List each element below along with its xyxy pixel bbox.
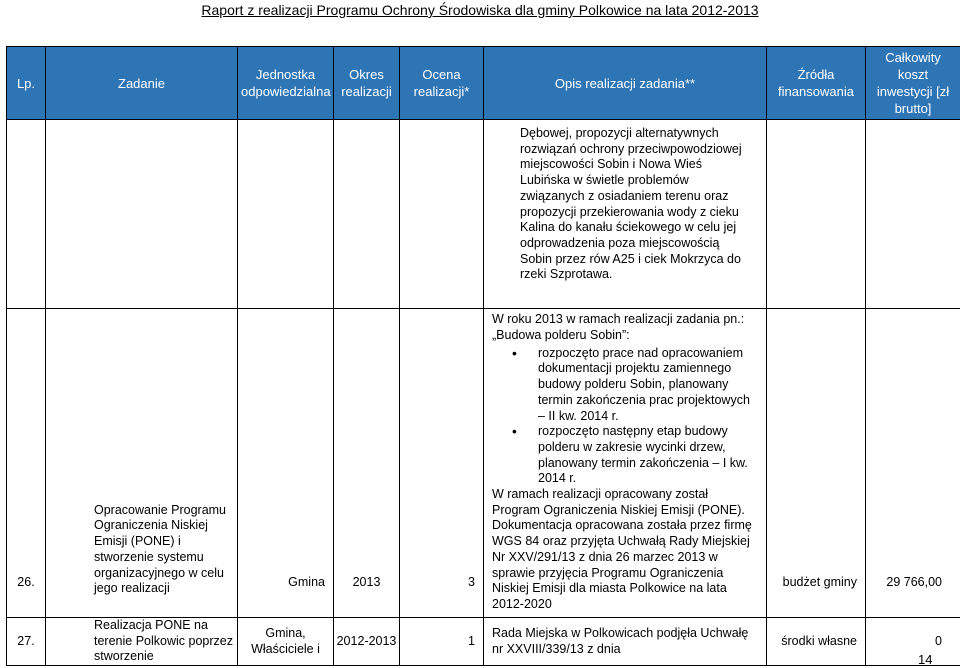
page-number: 14 — [918, 652, 933, 667]
row-rating: 3 — [400, 309, 484, 618]
column-header-source: Źródła finansowania — [767, 47, 866, 120]
row-intro: W roku 2013 w ramach realizacji zadania pn.: „Budowa polderu Sobin”: — [492, 312, 745, 343]
table-row-continuation — [7, 120, 960, 309]
row-period: 2013 — [334, 309, 400, 618]
row-cost: 0 — [866, 618, 960, 666]
row-unit: Gmina, Właściciele i — [238, 618, 334, 666]
table-row — [7, 309, 960, 618]
row-unit: Gmina — [238, 309, 334, 618]
row-description: Rada Miejska w Polkowicach podjęła Uchwałę nr XXVIII/339/13 z dnia — [484, 618, 767, 666]
column-header-unit: Jednostka odpowiedzialna — [238, 47, 334, 120]
row-description-text: W ramach realizacji opracowany został Program Ograniczenia Niskiej Emisji (PONE). Dokumentacja opracowana została przez firmę WGS 84 oraz przyjęta Uchwałą Rady Miejskiej Nr XXV/291/13 z dnia 26 marzec 2013 w sprawie przyjęcia Programu Ograniczenia Niskiej Emisji dla miasta Polkowice na lata 2012-2020 — [492, 487, 752, 611]
column-header-lp: Lp. — [7, 47, 46, 120]
report-title: Raport z realizacji Programu Ochrony Środowiska dla gminy Polkowice na lata 2012-2013 — [201, 2, 759, 18]
page-header — [0, 0, 960, 24]
column-header-period: Okres realizacji — [334, 47, 400, 120]
list-item: • rozpoczęto prace nad opracowaniem dokumentacji projektu zamiennego budowy polderu Sobin, planowany termin zakończenia prac projektowych – II kw. 2014 r. — [492, 346, 758, 425]
row-description — [484, 309, 767, 618]
table-row — [7, 618, 960, 666]
column-header-task: Zadanie — [46, 47, 238, 120]
report-table — [6, 46, 960, 666]
row-period: 2012-2013 — [334, 618, 400, 666]
row-rating: 1 — [400, 618, 484, 666]
row-cost: 29 766,00 — [866, 309, 960, 618]
column-header-rating: Ocena realizacji* — [400, 47, 484, 120]
row-source: środki własne — [767, 618, 866, 666]
row-task: Opracowanie Programu Ograniczenia Niskiej Emisji (PONE) i stworzenie systemu organizacyjnego w celu jego realizacji — [46, 309, 238, 618]
table-header-row — [7, 47, 960, 120]
list-item: • rozpoczęto następny etap budowy polderu w zakresie wycinki drzew, planowany termin zakończenia – I kw. 2014 r. — [492, 424, 758, 487]
row-task: Realizacja PONE na terenie Polkowic poprzez stworzenie — [46, 618, 238, 666]
row-lp: 26. — [7, 309, 46, 618]
row-source: budżet gminy — [767, 309, 866, 618]
row-lp: 27. — [7, 618, 46, 666]
continuation-description: Dębowej, propozycji alternatywnych rozwiązań ochrony przeciwpowodziowej miejscowości Sobin i Nowa Wieś Lubińska w świetle problemów związanych z osiadaniem terenu oraz propozycji przekierowania wody z cieku Kalina do kanału ściekowego w celu jej odprowadzenia poza miejscowością Sobin przez rów A25 i ciek Mokrzyca do rzeki Szprotawa. — [484, 120, 767, 309]
column-header-description: Opis realizacji zadania** — [484, 47, 767, 120]
bullet-list — [492, 346, 758, 487]
column-header-cost: Całkowity koszt inwestycji [zł brutto] — [866, 47, 960, 120]
